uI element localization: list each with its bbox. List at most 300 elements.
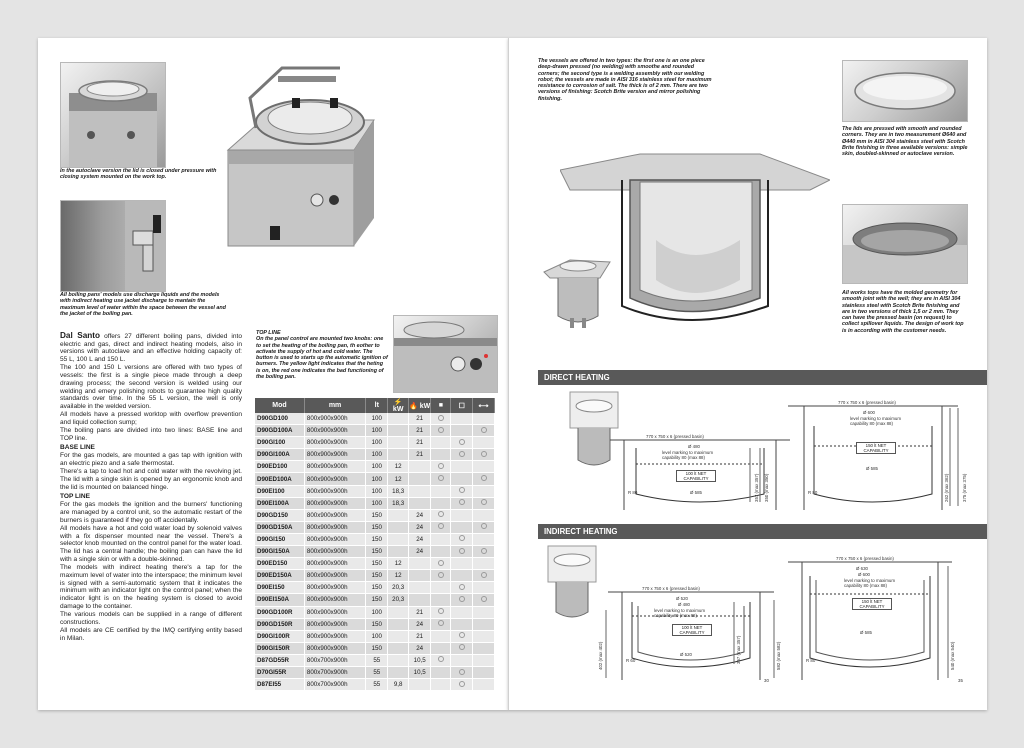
availability-dot-icon: [438, 656, 444, 662]
cell-gas-kw: 21: [408, 449, 430, 461]
cell-indirect: [451, 485, 473, 497]
cell-autoclave: [473, 425, 495, 437]
cell-direct: [431, 666, 451, 678]
cell-litres: 150: [366, 521, 388, 533]
cell-direct: [431, 473, 451, 485]
indirect-base-right: 35: [958, 678, 963, 683]
cell-direct: [431, 618, 451, 630]
indirect-height-4: 540 (max 540): [950, 641, 955, 670]
direct-height-3: 262 (max 362): [944, 473, 949, 502]
cell-gas-kw: [408, 570, 430, 582]
cell-litres: 100: [366, 461, 388, 473]
intro-p9: The models with indirect heating there's a tap for the maximum level of water into the interspace; the minimum level is signed with a semi-automatic system that it indicates the minimum with an indicator light on the control panel; when the indicator light is on the heating system is closed to avoid damage to the container.: [60, 564, 242, 610]
cell-model: D90GI100R: [255, 630, 304, 642]
cell-litres: 150: [366, 533, 388, 545]
table-row: [255, 582, 495, 594]
availability-dot-icon: [438, 523, 444, 529]
table-row: [255, 618, 495, 630]
cell-electric-kw: 9,8: [388, 679, 409, 691]
cell-direct: [431, 606, 451, 618]
cell-gas-kw: 10,5: [408, 654, 430, 666]
cell-model: D90GD100: [255, 413, 304, 425]
cell-dimensions: 800x900x900h: [304, 485, 365, 497]
cell-litres: 150: [366, 618, 388, 630]
cell-indirect: [451, 679, 473, 691]
cell-indirect: [451, 582, 473, 594]
cell-autoclave: [473, 509, 495, 521]
spec-table-header: [255, 398, 495, 413]
header-indirect-icon: ☐: [451, 398, 473, 413]
cell-autoclave: [473, 521, 495, 533]
small-vessel-photo: [540, 250, 615, 332]
cell-gas-kw: 21: [408, 425, 430, 437]
cell-indirect: [451, 666, 473, 678]
table-row: [255, 533, 495, 545]
cell-autoclave: [473, 413, 495, 425]
cell-direct: [431, 546, 451, 558]
indirect-heating-header: INDIRECT HEATING: [538, 524, 987, 539]
direct-dia-left-bottom: Ø 585: [690, 490, 702, 495]
cell-direct: [431, 594, 451, 606]
cell-gas-kw: 24: [408, 618, 430, 630]
cell-indirect: [451, 594, 473, 606]
availability-dot-icon: [481, 523, 487, 529]
availability-dot-icon: [481, 596, 487, 602]
cell-indirect: [451, 497, 473, 509]
cell-model: D90GI100: [255, 437, 304, 449]
cell-indirect: [451, 521, 473, 533]
availability-dot-icon: [481, 499, 487, 505]
cell-direct: [431, 461, 451, 473]
cell-gas-kw: [408, 582, 430, 594]
availability-dot-icon: [438, 427, 444, 433]
cell-model: D90ED100A: [255, 473, 304, 485]
cell-indirect: [451, 533, 473, 545]
cell-dimensions: 800x900x900h: [304, 473, 365, 485]
cell-dimensions: 800x700x900h: [304, 679, 365, 691]
cell-dimensions: 800x900x900h: [304, 437, 365, 449]
cell-dimensions: 800x900x900h: [304, 449, 365, 461]
cell-litres: 100: [366, 425, 388, 437]
cell-model: D90EI150: [255, 582, 304, 594]
cell-model: D90GI150: [255, 533, 304, 545]
table-row: [255, 521, 495, 533]
cell-model: D70GI55R: [255, 666, 304, 678]
cell-dimensions: 800x900x900h: [304, 570, 365, 582]
cell-autoclave: [473, 582, 495, 594]
cell-electric-kw: 12: [388, 461, 409, 473]
cell-direct: [431, 413, 451, 425]
brand-name: Dal Santo: [60, 331, 101, 340]
base-line-title: BASE LINE: [60, 444, 95, 452]
indirect-radius-right: R 80: [806, 658, 816, 663]
table-row: [255, 558, 495, 570]
availability-dot-icon: [481, 427, 487, 433]
table-row: [255, 570, 495, 582]
table-row: [255, 642, 495, 654]
cell-autoclave: [473, 497, 495, 509]
indirect-level-left: level marking to maximum capability 80 (max 88): [654, 608, 705, 618]
availability-dot-icon: [438, 415, 444, 421]
direct-dia-right-top: Ø 600: [863, 410, 875, 415]
availability-dot-icon: [459, 439, 465, 445]
page-fold: [508, 38, 509, 710]
indirect-height-1: 402 (max 402): [598, 641, 603, 670]
cell-indirect: [451, 509, 473, 521]
direct-height-2: 350 (max 350): [764, 473, 769, 502]
cell-electric-kw: [388, 437, 409, 449]
cell-gas-kw: 24: [408, 533, 430, 545]
cell-electric-kw: 20,3: [388, 594, 409, 606]
discharge-photo: [60, 200, 166, 292]
cell-electric-kw: 12: [388, 558, 409, 570]
intro-p4: The boiling pans are divided into two lines: BASE line and TOP line.: [60, 427, 242, 442]
cell-indirect: [451, 618, 473, 630]
availability-dot-icon: [459, 487, 465, 493]
header-lt: lt: [366, 398, 388, 413]
cell-model: D90EI100: [255, 485, 304, 497]
cell-indirect: [451, 413, 473, 425]
cell-dimensions: 800x900x900h: [304, 630, 365, 642]
header-direct-icon: ■: [431, 398, 451, 413]
cell-gas-kw: 24: [408, 509, 430, 521]
cell-gas-kw: 10,5: [408, 666, 430, 678]
availability-dot-icon: [438, 511, 444, 517]
cell-gas-kw: [408, 473, 430, 485]
cell-litres: 55: [366, 654, 388, 666]
cell-litres: 100: [366, 497, 388, 509]
cell-autoclave: [473, 449, 495, 461]
direct-heating-header: DIRECT HEATING: [538, 370, 987, 385]
cell-indirect: [451, 425, 473, 437]
direct-basin-left: 770 x 750 x 6 (pressed basin): [646, 434, 704, 439]
cell-autoclave: [473, 606, 495, 618]
cell-direct: [431, 521, 451, 533]
intro-p8: All models have a hot and cold water load by solenoid valves with a fix dispenser mounted near the vessel. There's a selector knob mounted on the control panel for the water load. The lid has a central handle; the boiling pan can have the lid with a single skin or with a double-skinned.: [60, 525, 242, 563]
cell-electric-kw: [388, 425, 409, 437]
cell-indirect: [451, 558, 473, 570]
cell-dimensions: 800x900x900h: [304, 642, 365, 654]
cell-model: D90GI100A: [255, 449, 304, 461]
table-row: [255, 606, 495, 618]
direct-level-right: level marking to maximum capability 80 (max 88): [850, 416, 901, 426]
table-row: [255, 630, 495, 642]
indirect-dia-outer-right: Ø 630: [856, 566, 868, 571]
table-row: [255, 449, 495, 461]
cell-autoclave: [473, 630, 495, 642]
cell-model: D90ED150: [255, 558, 304, 570]
intro-p6: There's a tap to load hot and cold water with the revolving jet. The lid with a single skin is opened by an ergonomic knob and the lid is mounted on balanced hinge.: [60, 468, 242, 491]
cell-litres: 100: [366, 449, 388, 461]
cell-electric-kw: [388, 413, 409, 425]
cell-indirect: [451, 473, 473, 485]
cell-dimensions: 800x900x900h: [304, 618, 365, 630]
cell-electric-kw: [388, 606, 409, 618]
cell-indirect: [451, 437, 473, 449]
cell-direct: [431, 642, 451, 654]
direct-height-4: 375 (max 375): [962, 473, 967, 502]
discharge-caption: All boiling pans' models use discharge liquids and the models with indirect heating use jacket discharge to mantain the maximum level of water within the space between the vessel and the jacket of the boiling pan.: [60, 292, 226, 317]
indirect-height-3: 582 (max 582): [776, 641, 781, 670]
cell-litres: 55: [366, 666, 388, 678]
cell-electric-kw: 12: [388, 570, 409, 582]
availability-dot-icon: [438, 620, 444, 626]
cell-direct: [431, 497, 451, 509]
table-row: [255, 413, 495, 425]
intro-text: [60, 332, 242, 643]
cell-model: D90GD150: [255, 509, 304, 521]
cell-dimensions: 800x900x900h: [304, 461, 365, 473]
top-line-caption-title: TOP LINE: [256, 330, 281, 336]
availability-dot-icon: [459, 584, 465, 590]
cell-model: D90GD100A: [255, 425, 304, 437]
availability-dot-icon: [438, 463, 444, 469]
cell-dimensions: 800x900x900h: [304, 509, 365, 521]
cell-gas-kw: [408, 558, 430, 570]
cell-dimensions: 800x700x900h: [304, 654, 365, 666]
direct-radius-right: R 80: [808, 490, 818, 495]
cell-gas-kw: 21: [408, 413, 430, 425]
indirect-dia-right-bottom: Ø 585: [860, 630, 872, 635]
cell-electric-kw: [388, 618, 409, 630]
indirect-dia-inner-right: Ø 600: [858, 572, 870, 577]
cell-model: D90GD150A: [255, 521, 304, 533]
direct-capacity-left: 100 lt NET CAPABILITY: [676, 470, 716, 482]
cell-autoclave: [473, 654, 495, 666]
cell-litres: 150: [366, 509, 388, 521]
cell-model: D90GI150A: [255, 546, 304, 558]
worktop-photo: [842, 204, 968, 284]
cell-autoclave: [473, 473, 495, 485]
cell-direct: [431, 558, 451, 570]
cell-autoclave: [473, 533, 495, 545]
indirect-dia-left-bottom: Ø 520: [680, 652, 692, 657]
availability-dot-icon: [459, 632, 465, 638]
cell-model: D90GI150R: [255, 642, 304, 654]
indirect-radius-left: R 60: [626, 658, 636, 663]
cell-model: D87GD55R: [255, 654, 304, 666]
cell-direct: [431, 582, 451, 594]
intro-p1: offers 27 different boiling pans, divided into electric and gas, direct and indirect heating models, also in versions with autoclave and an effective holding capacity of: 55 L, 100 L and 150 L.: [60, 333, 242, 364]
table-row: [255, 666, 495, 678]
cell-direct: [431, 425, 451, 437]
cell-direct: [431, 509, 451, 521]
table-row: [255, 509, 495, 521]
cell-autoclave: [473, 618, 495, 630]
spec-table: [255, 398, 495, 691]
cell-electric-kw: [388, 666, 409, 678]
indirect-dia-outer-left: Ø 520: [676, 596, 688, 601]
cell-model: D90EI100A: [255, 497, 304, 509]
intro-p2: The 100 and 150 L versions are offered with two types of vessels: the first is a single piece made through a deep drawing process; the second version is welded using our welding and emery polishing robots to guarantee high quality standards over time. In the 55 L version, the well is only available in the welded version.: [60, 364, 242, 410]
direct-level-left: level marking to maximum capability 80 (max 88): [662, 450, 713, 460]
cell-electric-kw: [388, 533, 409, 545]
cell-direct: [431, 533, 451, 545]
cell-litres: 150: [366, 642, 388, 654]
cell-direct: [431, 449, 451, 461]
cell-gas-kw: [408, 594, 430, 606]
direct-dia-right-bottom: Ø 585: [866, 466, 878, 471]
cell-litres: 100: [366, 485, 388, 497]
cell-electric-kw: 20,3: [388, 582, 409, 594]
table-row: [255, 594, 495, 606]
cell-model: D90GD150R: [255, 618, 304, 630]
cell-direct: [431, 679, 451, 691]
cell-autoclave: [473, 546, 495, 558]
cell-dimensions: 800x900x900h: [304, 425, 365, 437]
cell-litres: 100: [366, 630, 388, 642]
cell-direct: [431, 437, 451, 449]
cell-gas-kw: 21: [408, 630, 430, 642]
availability-dot-icon: [481, 548, 487, 554]
cell-autoclave: [473, 570, 495, 582]
availability-dot-icon: [459, 499, 465, 505]
cell-indirect: [451, 570, 473, 582]
cell-electric-kw: [388, 449, 409, 461]
cell-model: D90EI150A: [255, 594, 304, 606]
cell-indirect: [451, 654, 473, 666]
indirect-basin-left: 770 x 750 x 6 (pressed basin): [642, 586, 700, 591]
cell-autoclave: [473, 594, 495, 606]
cell-model: D90ED100: [255, 461, 304, 473]
indirect-dia-inner-left: Ø 480: [678, 602, 690, 607]
cell-dimensions: 800x900x900h: [304, 558, 365, 570]
cell-gas-kw: [408, 461, 430, 473]
cell-dimensions: 800x900x900h: [304, 533, 365, 545]
availability-dot-icon: [459, 669, 465, 675]
header-mm: mm: [304, 398, 365, 413]
availability-dot-icon: [459, 596, 465, 602]
table-row: [255, 654, 495, 666]
cell-litres: 100: [366, 606, 388, 618]
availability-dot-icon: [459, 644, 465, 650]
table-row: [255, 473, 495, 485]
cell-direct: [431, 485, 451, 497]
cell-litres: 100: [366, 437, 388, 449]
cell-litres: 100: [366, 473, 388, 485]
intro-p11: All models are CE certified by the IMQ certifying entity based in Milan.: [60, 626, 242, 642]
cell-indirect: [451, 546, 473, 558]
top-line-caption: [256, 330, 388, 380]
table-row: [255, 461, 495, 473]
indirect-capacity-right: 150 lt NET CAPABILITY: [852, 598, 892, 610]
cell-model: D90GD100R: [255, 606, 304, 618]
cell-dimensions: 800x900x900h: [304, 582, 365, 594]
top-line-caption-text: On the panel control are mounted two knobs: one to set the heating of the boiling pan, th eother to activate the supply of hot and cold water. The button is used to starts up the automatic ignition of burners. The yellow light indicates that the heting is on, the red one indicates the bad functioning of the boiling pan.: [256, 336, 388, 381]
cell-electric-kw: 18,3: [388, 497, 409, 509]
cell-gas-kw: 24: [408, 642, 430, 654]
cell-litres: 150: [366, 570, 388, 582]
intro-p10: The various models can be supplied in a range of different constructions.: [60, 610, 242, 626]
cell-gas-kw: 21: [408, 437, 430, 449]
cell-dimensions: 800x900x900h: [304, 521, 365, 533]
direct-capacity-right: 150 lt NET CAPABILITY: [856, 442, 896, 454]
availability-dot-icon: [481, 451, 487, 457]
intro-p3: All models have a pressed worktop with overflow prevention and liquid collection sump;: [60, 411, 242, 426]
cell-autoclave: [473, 642, 495, 654]
cell-electric-kw: [388, 654, 409, 666]
table-row: [255, 546, 495, 558]
cell-model: D87EI55: [255, 679, 304, 691]
cell-indirect: [451, 461, 473, 473]
control-panel-photo: [393, 315, 498, 393]
cell-direct: [431, 570, 451, 582]
cell-electric-kw: 12: [388, 473, 409, 485]
cell-indirect: [451, 630, 473, 642]
cell-gas-kw: [408, 679, 430, 691]
cell-electric-kw: [388, 509, 409, 521]
indirect-capacity-left: 100 lt NET CAPABILITY: [672, 624, 712, 636]
cell-dimensions: 800x900x900h: [304, 413, 365, 425]
table-row: [255, 497, 495, 509]
cell-gas-kw: [408, 497, 430, 509]
table-row: [255, 425, 495, 437]
cell-gas-kw: 21: [408, 606, 430, 618]
availability-dot-icon: [459, 535, 465, 541]
direct-dia-left-top: Ø 480: [688, 444, 700, 449]
cell-litres: 150: [366, 546, 388, 558]
cell-dimensions: 800x700x900h: [304, 666, 365, 678]
table-row: [255, 679, 495, 691]
table-row: [255, 437, 495, 449]
indirect-level-right: level marking to maximum capability 80 (max 88): [844, 578, 895, 588]
direct-height-1: 357 (max 357): [754, 473, 759, 502]
vessels-caption: The vessels are offered in two types: the first one is an one piece deep-drawn pressed (no welding) with smoothe and rounded corners; the second type is a welding assembly with our welding robot; the vessels are made in AISI 316 stainless steel for maximum resistance to corrosion of salt. The thick is of 2 mm. There are two versions of finishing: Scotch Brite version and mirror polishing finishing.: [538, 58, 712, 102]
cell-direct: [431, 654, 451, 666]
header-electric-kw: ⚡ kW: [388, 398, 409, 413]
cell-autoclave: [473, 666, 495, 678]
availability-dot-icon: [481, 475, 487, 481]
cell-dimensions: 800x900x900h: [304, 594, 365, 606]
lid-photo: [842, 60, 968, 122]
cell-autoclave: [473, 485, 495, 497]
direct-basin-right: 770 x 750 x 6 (pressed basin): [838, 400, 896, 405]
indirect-base-left: 30: [764, 678, 769, 683]
availability-dot-icon: [481, 572, 487, 578]
direct-heating-drawings: [538, 386, 987, 520]
availability-dot-icon: [459, 681, 465, 687]
availability-dot-icon: [459, 451, 465, 457]
cell-indirect: [451, 449, 473, 461]
cell-litres: 150: [366, 558, 388, 570]
cell-indirect: [451, 606, 473, 618]
main-product-photo: [222, 58, 382, 254]
cell-litres: 150: [366, 582, 388, 594]
cell-electric-kw: [388, 521, 409, 533]
cell-indirect: [451, 642, 473, 654]
cell-autoclave: [473, 679, 495, 691]
autoclave-caption: In the autoclave version the lid is closed under pressure with closing system mounted on the work top.: [60, 168, 217, 181]
intro-p7: For the gas models the ignition and the burners' functioning are managed by a control unit, so the automatic restart of the burners is guaranteed if they go off accidentally.: [60, 501, 242, 524]
direct-radius-left: R 80: [628, 490, 638, 495]
header-gas-kw: 🔥 kW: [408, 398, 430, 413]
indirect-basin-right: 770 x 750 x 6 (pressed basin): [836, 556, 894, 561]
intro-p5: For the gas models, are mounted a gas tap with ignition with an electric piezo and a safe thermostat.: [60, 452, 242, 468]
cell-dimensions: 800x900x900h: [304, 606, 365, 618]
table-row: [255, 485, 495, 497]
cell-autoclave: [473, 461, 495, 473]
indirect-height-2: 357 (max 357): [736, 635, 741, 664]
availability-dot-icon: [438, 475, 444, 481]
cell-electric-kw: [388, 642, 409, 654]
cell-gas-kw: 24: [408, 546, 430, 558]
indirect-heating-drawings: [538, 540, 987, 690]
cell-autoclave: [473, 558, 495, 570]
cell-gas-kw: [408, 485, 430, 497]
header-mod: Mod: [255, 398, 304, 413]
cell-autoclave: [473, 437, 495, 449]
availability-dot-icon: [438, 572, 444, 578]
